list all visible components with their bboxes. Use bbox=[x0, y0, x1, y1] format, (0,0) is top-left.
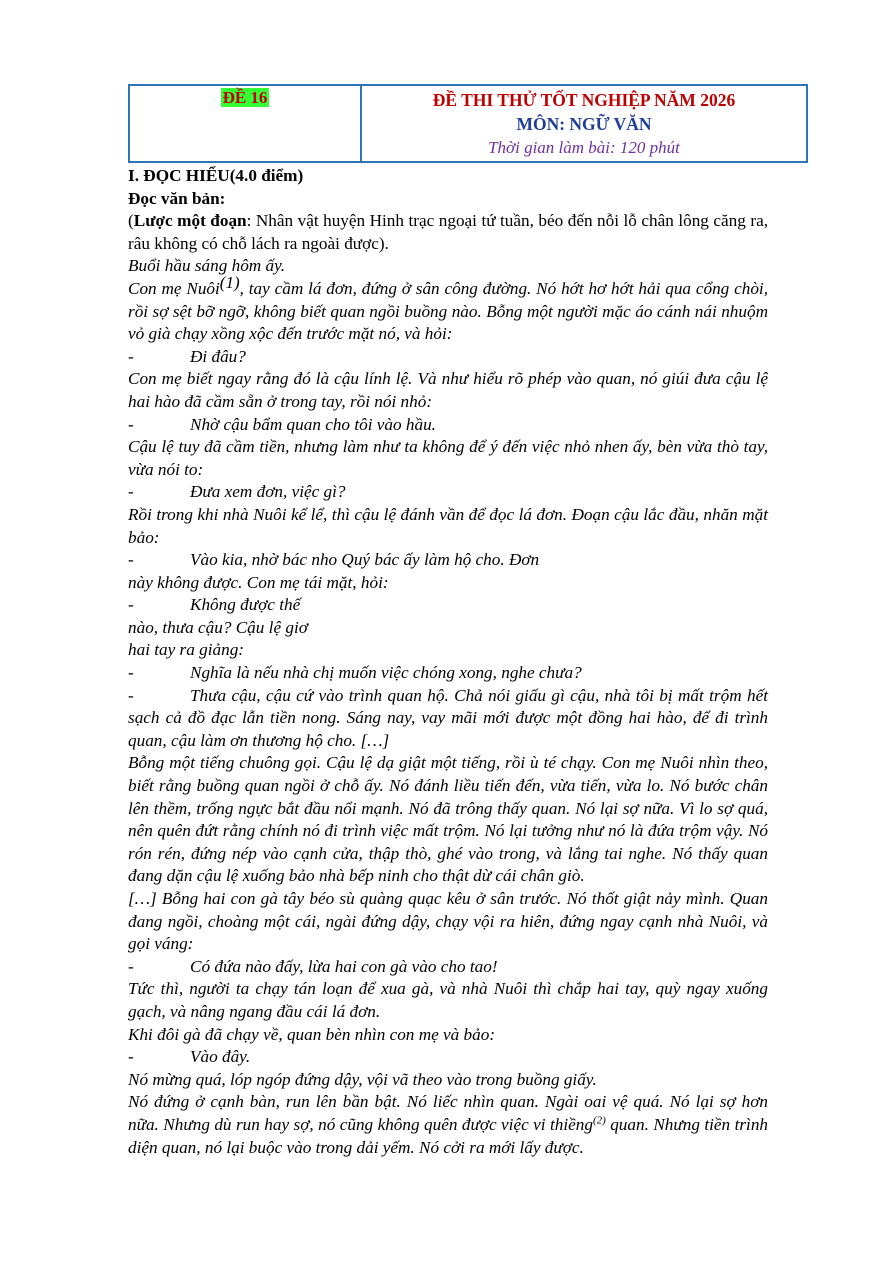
paragraph: Tức thì, người ta chạy tán loạn để xua gà, và nhà Nuôi thì chắp hai tay, quỳ ngay xuống gạch, và nâng ngang đầu cái lá đơn. bbox=[128, 979, 768, 1021]
summary-paragraph bbox=[128, 210, 768, 255]
dialogue-line bbox=[128, 1046, 768, 1069]
dialogue-dash: - bbox=[128, 550, 134, 570]
paragraph: Buổi hầu sáng hôm ấy. bbox=[128, 256, 286, 276]
paragraph bbox=[128, 272, 768, 346]
dialogue-line bbox=[128, 662, 768, 685]
read-label: Đọc văn bản: bbox=[128, 188, 226, 208]
paragraph: Rồi trong khi nhà Nuôi kể lể, thì cậu lệ đánh vần để đọc lá đơn. Đoạn cậu lắc đầu, nhăn mặt bảo: bbox=[128, 504, 768, 547]
dialogue-line bbox=[128, 956, 768, 979]
footnote-ref: (1) bbox=[219, 272, 240, 292]
paragraph-part: , tay cầm lá đơn, đứng ở sân công đường. Nó hớt hơ hớt hải qua cổng chòi, rồi sợ sệt bỡ ngỡ, không biết quan ngồi buồng nào. Bỗng một người mặc áo cánh nái nhuộm vỏ già chạy xồng xộc đến trước mặt nó, và hỏi: bbox=[128, 278, 768, 344]
paragraph: nào, thưa cậu? Cậu lệ giơ bbox=[128, 617, 308, 637]
exam-page bbox=[128, 84, 768, 1159]
paragraph: hai tay ra giảng: bbox=[128, 640, 245, 660]
summary-open: ( bbox=[128, 211, 134, 231]
paragraph: Cậu lệ tuy đã cầm tiền, nhưng làm như ta không để ý đến việc nhỏ nhen ấy, bèn vừa thò tay, vừa nói to: bbox=[128, 437, 768, 479]
section-heading: I. ĐỌC HIỂU(4.0 điểm) bbox=[128, 166, 304, 185]
dialogue-text: Vào kia, nhờ bác nho Quý bác ấy làm hộ cho. Đơn bbox=[190, 550, 540, 570]
paragraph: Con mẹ biết ngay rằng đó là cậu lính lệ. Và như hiểu rõ phép vào quan, nó giúi đưa cậu lệ hai hào đã cầm sẵn ở trong tay, rồi nói nhỏ: bbox=[128, 369, 768, 411]
dialogue-dash: - bbox=[128, 1047, 134, 1067]
exam-time: Thời gian làm bài: 120 phút bbox=[488, 138, 680, 157]
paragraph: này không được. Con mẹ tái mặt, hỏi: bbox=[128, 572, 389, 592]
dialogue-text: Không được thế bbox=[190, 595, 301, 615]
exam-code-cell bbox=[129, 85, 361, 162]
dialogue-text: Thưa cậu, cậu cứ vào trình quan hộ. Chả nói giấu gì cậu, nhà tôi bị mất trộm hết sạch cả đồ đạc lẫn tiền nong. Sáng nay, vay mãi mới được một đồng hai hào, để đi trình quan, cậu làm ơn thương hộ cho. […] bbox=[128, 685, 768, 750]
summary-rest: : Nhân vật huyện Hinh trạc ngoại tứ tuần, béo đến nỗi lỗ chân lông căng ra, râu không có chỗ lách ra ngoài được). bbox=[128, 211, 768, 253]
dialogue-text: Đưa xem đơn, việc gì? bbox=[190, 482, 346, 502]
dialogue-line bbox=[128, 481, 768, 504]
dialogue-dash: - bbox=[128, 346, 134, 366]
dialogue-dash: - bbox=[128, 663, 134, 683]
dialogue-dash: - bbox=[128, 414, 134, 434]
paragraph-part: Nó đứng ở cạnh bàn, run lên bần bật. Nó liếc nhìn quan. Ngài oai vệ quá. Nó lại sợ hơn nữa. Nhưng dù run hay sợ, nó cũng không quên được việc vi thiềng bbox=[128, 1092, 768, 1134]
dialogue-text: Đi đâu? bbox=[190, 346, 246, 366]
dialogue-text: Có đứa nào đấy, lừa hai con gà vào cho tao! bbox=[190, 956, 498, 976]
exam-header-table bbox=[128, 84, 808, 163]
paragraph: […] Bỗng hai con gà tây béo sù quàng quạc kêu ở sân trước. Nó thốt giật nảy mình. Quan đang ngồi, choàng một cái, ngài đứng dậy, chạy vội ra hiên, đứng ngay cạnh nhà Nuôi, và gọi váng: bbox=[128, 889, 768, 954]
dialogue-dash: - bbox=[128, 956, 134, 976]
dialogue-dash: - bbox=[128, 685, 134, 705]
paragraph-part: quan. Nhưng tiền trình diện quan, nó lại buộc vào trong dải yếm. Nó cởi ra mới lấy được. bbox=[128, 1114, 769, 1157]
exam-title: ĐỀ THI THỬ TỐT NGHIỆP NĂM 2026 bbox=[432, 90, 736, 110]
dialogue-line bbox=[128, 346, 768, 369]
footnote-ref: (2) bbox=[592, 1114, 606, 1127]
dialogue-dash: - bbox=[128, 482, 134, 502]
exam-subject: MÔN: NGỮ VĂN bbox=[516, 114, 652, 134]
dialogue-line bbox=[128, 549, 768, 572]
paragraph: Nó mừng quá, lóp ngóp đứng dậy, vội vã theo vào trong buồng giấy. bbox=[128, 1069, 597, 1089]
dialogue-dash: - bbox=[128, 595, 134, 615]
dialogue-text: Vào đây. bbox=[190, 1047, 251, 1067]
paragraph bbox=[128, 1091, 768, 1159]
paragraph: Khi đôi gà đã chạy về, quan bèn nhìn con mẹ và bảo: bbox=[128, 1024, 496, 1044]
paragraph: Bỗng một tiếng chuông gọi. Cậu lệ dạ giật một tiếng, rồi ù té chạy. Con mẹ Nuôi nhìn theo, biết rằng buồng quan ngồi ở chỗ ấy. Nó đánh liều tiến đến, vừa tiến, vừa lo. Nó bước chân lên thềm, trống ngực bắt đầu nổi mạnh. Nó đã trông thấy quan. Nó lại sợ nữa. Vì lo sợ quá, nên quên đứt rằng chính nó đi trình việc mất trộm. Nó lại tưởng như nó là đứa trộm vậy. Nó rón rén, đứng nép vào cạnh cửa, thập thò, ghé vào trong, và lắng tai nghe. Nó thấy quan đang dặn cậu lệ xuống bảo nhà bếp ninh cho thật dừ cái chân giò. bbox=[128, 753, 768, 886]
dialogue-text: Nhờ cậu bẩm quan cho tôi vào hầu. bbox=[190, 414, 436, 434]
paragraph-part: Con mẹ Nuôi bbox=[128, 278, 220, 298]
dialogue-text: Nghĩa là nếu nhà chị muốn việc chóng xong, nghe chưa? bbox=[190, 663, 582, 683]
dialogue-line bbox=[128, 414, 768, 437]
dialogue-line bbox=[128, 685, 768, 753]
exam-title-cell bbox=[361, 85, 807, 162]
summary-bold: Lược một đoạn bbox=[133, 211, 247, 231]
dialogue-line bbox=[128, 594, 768, 617]
exam-body bbox=[128, 165, 768, 1159]
exam-code: ĐỀ 16 bbox=[222, 88, 268, 107]
